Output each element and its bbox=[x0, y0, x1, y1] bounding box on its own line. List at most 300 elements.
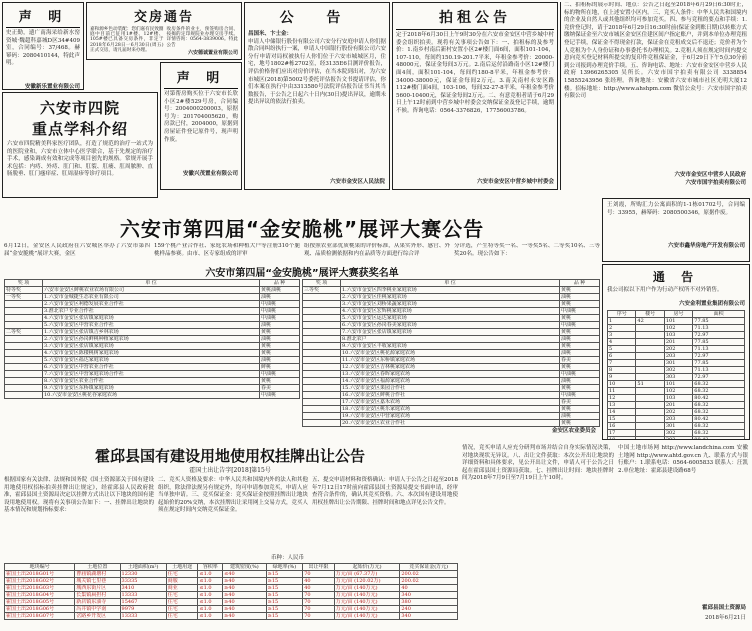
table-cell: 黄桃 bbox=[560, 287, 600, 294]
table-cell bbox=[636, 401, 664, 408]
hospital-title: 六安市四院 bbox=[39, 99, 120, 117]
table-cell: 5 bbox=[608, 345, 636, 352]
table-cell: ≥15 bbox=[266, 578, 303, 585]
table-cell: 岔路乡开发区 bbox=[75, 613, 120, 620]
table-cell: ≥15 bbox=[266, 592, 303, 599]
table-cell bbox=[5, 378, 43, 385]
col-header: 品 种 bbox=[260, 280, 300, 287]
table-cell: 11.六安市金安区东桥镇家庭农场 bbox=[341, 357, 560, 364]
award-table-right bbox=[302, 279, 600, 427]
table-cell bbox=[636, 373, 664, 380]
table-cell: 302 bbox=[664, 366, 692, 373]
shengming-notice-2 bbox=[602, 198, 750, 262]
award-row bbox=[303, 378, 600, 385]
table-cell: 7 bbox=[608, 359, 636, 366]
award-row bbox=[303, 357, 600, 364]
award-row bbox=[5, 343, 300, 350]
table-cell bbox=[5, 371, 43, 378]
table-cell: 鲜桃 bbox=[260, 364, 300, 371]
award-row bbox=[303, 364, 600, 371]
table-cell bbox=[303, 350, 341, 357]
list-sign: 金安区农业委员会 bbox=[551, 428, 596, 434]
hospital-subtitle: 重点学科介绍 bbox=[31, 120, 128, 138]
property-row bbox=[608, 387, 745, 394]
peach-contest-intro bbox=[4, 243, 600, 263]
table-cell: 68.32 bbox=[693, 422, 745, 429]
col-header: 起始价(万元) bbox=[334, 564, 399, 571]
award-row bbox=[303, 399, 600, 406]
notice-title: 声 明 bbox=[18, 10, 68, 25]
table-cell bbox=[636, 436, 664, 440]
table-cell bbox=[303, 420, 341, 427]
col-header: 单 位 bbox=[341, 280, 560, 287]
table-cell: 万元/亩 (120.02万) bbox=[334, 578, 399, 585]
auction-details bbox=[560, 2, 750, 190]
hospital-ad bbox=[2, 92, 158, 198]
table-cell: 4.六安市金安区张店镇家庭农场 bbox=[43, 315, 260, 322]
table-cell bbox=[636, 359, 664, 366]
table-cell: 油桃 bbox=[260, 336, 300, 343]
table-cell bbox=[303, 294, 341, 301]
table-cell: 霍国土出2018G06号 bbox=[5, 606, 75, 613]
table-cell: 黄桃 bbox=[560, 343, 600, 350]
hospital-body: 六安市四院精美科家医疗团队，打造了规范的治疗一站式为的医院业和，六安市立体中心医学联合，基于先规定的治疗手术，感染调成有效和完成等项目创先的规格。常规开展手术包括：内痔、外痔、肛门和、肛裂、肛瘘、肛周脓肿、直肠脱垂、肛门瘙痒症、肛周湿疹等诊疗项目。 bbox=[7, 141, 153, 178]
property-row bbox=[608, 352, 745, 359]
table-cell: ≥40 bbox=[223, 592, 266, 599]
table-cell: 住宅 bbox=[166, 571, 198, 578]
table-header-row bbox=[303, 280, 600, 287]
col-header: 楼号 bbox=[636, 310, 664, 317]
table-cell bbox=[636, 387, 664, 394]
table-cell: 霍国土出2018G05号 bbox=[5, 599, 75, 606]
notice-body: 王刘霞，所购汇力公寓面积的1-1栋01702号，合同编号：33955，赫幂码：2080500346，原据作废。 bbox=[607, 202, 745, 216]
table-cell: 1 bbox=[608, 317, 636, 324]
table-cell: 18.六安市金安区桃乐家庭农场 bbox=[341, 406, 560, 413]
award-row bbox=[303, 301, 600, 308]
property-row bbox=[608, 408, 745, 415]
huoqiu-date: 2018年6月21日 bbox=[705, 615, 746, 621]
table-cell: 油桃 bbox=[260, 322, 300, 329]
table-cell: 80.42 bbox=[693, 415, 745, 422]
notice-body: 申请人中储银行股份有限公司六安分行安庭申请人你们据散合同纠纷执行一案，申请人中国银行股份有限公司六安分行申请对局权被执行人你们位于六安市城城区月，住宅，地号1802#栋2702室，经3135E6目测评价报告，评估价格你们应出对房价评估，在当本院到出对，为六安市城区(2018)第5002号委托评估报告文书提请评估，你们本案在执行中由3313580号法院评估报告证书当其当数报告，于公告之日起六十日内(30日)提出异议，逾期未提出异议的依法行拍卖。 bbox=[248, 38, 386, 106]
table-cell: 城关镇七里巷 bbox=[75, 578, 120, 585]
col-header: 单 位 bbox=[43, 280, 260, 287]
award-row bbox=[303, 350, 600, 357]
table-cell: 油桃 bbox=[560, 350, 600, 357]
huoqiu-col-3: 五、提交申请材料和资格确认：申请人于公告之日起至2018年7月12日17时前向霍邱县国土资源局提交书面申请，经审查符合条件的，确认其竞买资格。六、本次国有建设用地使用权挂牌出让公告期限、挂牌时间和地点详见公告文件。 bbox=[312, 477, 458, 506]
table-cell: 4.六安市金安区陈楼桃树家庭农场 bbox=[43, 350, 260, 357]
award-row bbox=[5, 378, 300, 385]
col-header: 奖 项 bbox=[5, 280, 43, 287]
table-cell: 203 bbox=[664, 352, 692, 359]
notice-sign: 六安市鑫华房地产开发有限公司 bbox=[667, 243, 745, 249]
table-cell: 春美 bbox=[560, 357, 600, 364]
table-cell bbox=[636, 324, 664, 331]
award-row bbox=[5, 329, 300, 336]
col-header: 出让年限 bbox=[303, 564, 335, 571]
table-cell bbox=[636, 352, 664, 359]
award-row bbox=[303, 287, 600, 294]
table-cell: 油桃 bbox=[260, 357, 300, 364]
table-cell: 68.32 bbox=[693, 429, 745, 436]
table-cell: ≥15 bbox=[266, 599, 303, 606]
col-header: 土地位置 bbox=[75, 564, 120, 571]
notice-title: 通 告 bbox=[652, 270, 700, 284]
award-row bbox=[303, 294, 600, 301]
table-cell: 黄桃 bbox=[560, 301, 600, 308]
land-row bbox=[5, 599, 458, 606]
table-cell: ≥15 bbox=[266, 606, 303, 613]
table-cell: 102 bbox=[664, 387, 692, 394]
table-cell: 春美 bbox=[260, 385, 300, 392]
table-header-row bbox=[5, 564, 458, 571]
table-cell: 油桃 bbox=[560, 294, 600, 301]
table-cell: 黄桃 bbox=[560, 329, 600, 336]
table-cell: 68.32 bbox=[693, 387, 745, 394]
table-cell: 13.六安市金安区春晖家庭农场 bbox=[341, 371, 560, 378]
notice-sign: 六安市金安区中营乡城中村委会 bbox=[476, 179, 554, 186]
land-row bbox=[5, 585, 458, 592]
table-cell bbox=[303, 343, 341, 350]
details-body: 二、拍租标的展示时间、地点：公告之日起至2018年6月29日6:30时止，标的物所在地，在上述安置小区内。三、竞买人条件：中华人民共和国境内的企业及自然人或其他组织均可参加竞买。四、参与竞租的要点和手续：1.竞价登记时，请于2018年6月29日16:30时前(保证金到账日期)以转账方式缴纳保证金至六安市城区金安区住建区间户指定账户，并到本单位办理竞租登记手续，保证金不得现金打款，保证金在竞租成交后不退还；竞价者为个人竞租为个人身份证和办事委托书办理相关。2.竞租人须在规定时间内提交意向竞买登记材料所提交的复印件竞租保证金，于6月29日下午5点30分前到公司报到办理竞价手续。五、咨询电话、地址：六安市金安区中营乡人民政府 13966265305 吴所长。六安市国宇拍卖有限公司 3338854 15855243956 张经理。咨询地址：安徽省六安市城市社区光明大厦12楼。招标地址：http://www.ahshpm.com 微信公众号：六安市国宇拍卖有限公司 bbox=[564, 2, 747, 100]
table-cell: 2.六安市金安区利德发展农业合作社 bbox=[43, 301, 260, 308]
table-cell: ≤1.0 bbox=[198, 599, 223, 606]
table-cell: 3.六安市金安区刘桥果蔬家庭农场 bbox=[341, 301, 560, 308]
table-cell bbox=[303, 406, 341, 413]
table-cell bbox=[303, 364, 341, 371]
table-cell: 11 bbox=[608, 387, 636, 394]
table-cell bbox=[303, 371, 341, 378]
table-cell: 3.淮北农户专业合作社 bbox=[43, 308, 260, 315]
table-cell: 中油桃 bbox=[560, 322, 600, 329]
property-row bbox=[608, 422, 745, 429]
table-cell: 19.六安市金安区中营家庭农场 bbox=[341, 413, 560, 420]
property-row bbox=[608, 331, 745, 338]
col-header: 品 种 bbox=[560, 280, 600, 287]
table-cell: 黄桃 bbox=[560, 406, 600, 413]
property-row bbox=[608, 415, 745, 422]
table-cell: 9979 bbox=[120, 606, 166, 613]
table-cell: 特等奖 bbox=[5, 287, 43, 294]
col-header: 竞买保证金(万元) bbox=[400, 564, 458, 571]
table-cell: 3.六安市金安区张店镇家庭农场 bbox=[43, 343, 260, 350]
table-cell: 商服 bbox=[166, 578, 198, 585]
table-cell: 340 bbox=[400, 613, 458, 620]
table-cell: 8.六安市金安区农业合作社 bbox=[43, 378, 260, 385]
award-row bbox=[303, 336, 600, 343]
table-cell: 黄桃 bbox=[560, 364, 600, 371]
table-cell: 六安市金安区鲜桃农业农场有限公司 bbox=[43, 287, 260, 294]
table-cell: 10.六安市金安区桃花源家庭农场 bbox=[341, 350, 560, 357]
table-cell: 万元/亩 (140万元) bbox=[334, 599, 399, 606]
table-cell: 68.32 bbox=[693, 380, 745, 387]
award-row bbox=[5, 336, 300, 343]
col-header: 土地面积(m²) bbox=[120, 564, 166, 571]
table-cell bbox=[303, 399, 341, 406]
award-row bbox=[303, 392, 600, 399]
table-cell: 302 bbox=[664, 429, 692, 436]
table-cell: 黄桃 bbox=[260, 343, 300, 350]
award-table-left bbox=[4, 279, 300, 399]
table-cell: 202 bbox=[664, 408, 692, 415]
table-cell: 15.六安市金安区果园合作社 bbox=[341, 385, 560, 392]
table-cell: 中油桃 bbox=[560, 371, 600, 378]
table-cell: 13333 bbox=[120, 592, 166, 599]
table-cell bbox=[5, 308, 43, 315]
table-cell: 6.六安市金安区孙岗春美家庭农场 bbox=[341, 322, 560, 329]
table-cell bbox=[5, 343, 43, 350]
table-cell: 203 bbox=[664, 415, 692, 422]
table-cell: 住宅 bbox=[166, 592, 198, 599]
table-cell bbox=[5, 392, 43, 399]
table-cell bbox=[303, 308, 341, 315]
table-cell: ≥40 bbox=[223, 599, 266, 606]
table-cell bbox=[636, 331, 664, 338]
table-cell: 16 bbox=[608, 422, 636, 429]
table-cell: ≤40 bbox=[223, 571, 266, 578]
table-cell: 70 bbox=[303, 606, 335, 613]
table-cell bbox=[636, 415, 664, 422]
col-header: 序号 bbox=[608, 310, 636, 317]
table-cell: 油桃 bbox=[560, 378, 600, 385]
table-cell: 77.85 bbox=[693, 359, 745, 366]
table-cell: 万元/亩 (140万元) bbox=[334, 606, 399, 613]
col-header: 地块编号 bbox=[5, 564, 75, 571]
notice-sign: 安徽兴茂置业有限公司 bbox=[182, 171, 238, 177]
table-cell: 200.02 bbox=[400, 578, 458, 585]
table-cell: ≥15 bbox=[266, 571, 303, 578]
land-row bbox=[5, 613, 458, 620]
table-cell: 城西东街片区 bbox=[75, 585, 120, 592]
table-cell: 曹庙镇湖塘村 bbox=[75, 571, 120, 578]
table-cell bbox=[303, 322, 341, 329]
table-cell: 9 bbox=[608, 373, 636, 380]
table-cell: 住宅 bbox=[166, 613, 198, 620]
award-table-left-wrap bbox=[4, 279, 300, 439]
table-cell: 101 bbox=[664, 317, 692, 324]
table-cell: 万元/亩 (140万元) bbox=[334, 585, 399, 592]
table-cell: 1.六安市金安区张店镇吉乡林农场 bbox=[43, 329, 260, 336]
huoqiu-col-5: 中国土地市场网 http://www.landchina.com 安徽土地网 http://www.ahtd.gov.cn 九、联系方式与银行账户：1.联系电话：0564-6005833 联系人：汪凯 2.单位地址：霍邱县建设路68号 bbox=[618, 445, 748, 474]
table-cell: 301 bbox=[664, 422, 692, 429]
table-cell: 住宅 bbox=[166, 599, 198, 606]
details-sign-2: 六安市国宇拍卖有限公司 bbox=[685, 179, 746, 186]
table-cell bbox=[5, 357, 43, 364]
land-row bbox=[5, 571, 458, 578]
table-cell: 二等奖 bbox=[5, 329, 43, 336]
property-row bbox=[608, 317, 745, 324]
table-cell: 住宅 bbox=[166, 606, 198, 613]
table-cell bbox=[636, 338, 664, 345]
table-cell: 5.六安市金安区福达家庭农场 bbox=[43, 357, 260, 364]
table-cell bbox=[303, 413, 341, 420]
table-cell: 冯井镇中学南 bbox=[75, 606, 120, 613]
property-row bbox=[608, 401, 745, 408]
table-cell: 中油桃 bbox=[260, 371, 300, 378]
table-cell: 中油桃 bbox=[260, 392, 300, 399]
table-cell: 68.32 bbox=[693, 401, 745, 408]
table-cell: 71.13 bbox=[693, 324, 745, 331]
intro-p2: 159个桃产业合作社、家庭农场和种植大户等注册310个脆桃样品参赛。由市、区专家组成的评审 bbox=[154, 243, 300, 257]
table-cell: 1.六安市金城捷生态农业有限公司 bbox=[43, 294, 260, 301]
table-cell bbox=[5, 315, 43, 322]
table-cell: 油桃 bbox=[560, 413, 600, 420]
table-cell: 中油桃 bbox=[260, 308, 300, 315]
table-cell bbox=[636, 408, 664, 415]
award-row bbox=[303, 329, 600, 336]
table-cell: 80.42 bbox=[693, 394, 745, 401]
table-cell: 16.六安市金安区鲜桃合作社 bbox=[341, 392, 560, 399]
award-row bbox=[303, 371, 600, 378]
land-table bbox=[4, 563, 458, 620]
award-row bbox=[5, 322, 300, 329]
award-row bbox=[303, 385, 600, 392]
award-row bbox=[303, 315, 600, 322]
table-cell: 12.六安市金安区吉林桃家庭农场 bbox=[341, 364, 560, 371]
table-cell: 6 bbox=[608, 352, 636, 359]
table-cell: 2 bbox=[608, 324, 636, 331]
table-cell: 黄桃 bbox=[260, 329, 300, 336]
award-row bbox=[5, 294, 300, 301]
table-cell: 102 bbox=[664, 324, 692, 331]
notice-body: 史正勤，遗广南海采给新水窑资城·魏超科嘉城D区34#409室，合同编号：37/468。赫幂码：2080410144，特此声明。 bbox=[6, 30, 80, 67]
huoqiu-col-1: 根据国家有关法律、法规和国务院《国土资源部关于国有建设用地使用权招标拍卖挂牌出让规定》，经霍邱县人民政府批准，霍邱县国土资源局决定以挂牌方式出让以下地块的国有建设用地使用权。现将有关事项公告如下：一、挂牌出让地块的基本情况和规划指标要求： bbox=[4, 477, 154, 514]
award-row bbox=[303, 413, 600, 420]
table-cell: ≥40 bbox=[223, 578, 266, 585]
table-cell: 40 bbox=[303, 585, 335, 592]
table-cell: 303 bbox=[664, 436, 692, 440]
notice-body: 我公司拟以下用户作为行动产权所不对外销售。 bbox=[607, 287, 723, 293]
table-cell: ≤1.0 bbox=[198, 571, 223, 578]
notice-heading: 昌国米、卞士金： bbox=[248, 31, 293, 37]
table-cell: 18 bbox=[608, 436, 636, 440]
table-cell: 40 bbox=[400, 585, 458, 592]
table-cell: 70 bbox=[303, 599, 335, 606]
table-cell: 200.02 bbox=[400, 571, 458, 578]
table-cell: 油桃 bbox=[260, 294, 300, 301]
table-cell: 301 bbox=[664, 359, 692, 366]
table-cell: ≥40 bbox=[223, 613, 266, 620]
table-header-row bbox=[608, 310, 745, 317]
table-cell: 14.六安市金安区福源家庭农场 bbox=[341, 378, 560, 385]
table-cell: 103 bbox=[664, 394, 692, 401]
award-row bbox=[5, 357, 300, 364]
table-cell: 3 bbox=[608, 331, 636, 338]
table-cell: 7.六安市金安区张店镇家庭农场 bbox=[341, 329, 560, 336]
table-cell: 霍国土出2018G01号 bbox=[5, 571, 75, 578]
table-cell: 中油桃 bbox=[560, 392, 600, 399]
table-cell: ≥40 bbox=[223, 606, 266, 613]
table-cell: 三等奖 bbox=[303, 287, 341, 294]
table-cell: 17 bbox=[608, 429, 636, 436]
table-cell bbox=[303, 392, 341, 399]
land-row bbox=[5, 606, 458, 613]
table-cell: 240 bbox=[400, 606, 458, 613]
peach-contest-title: 六安市第四届“金安脆桃”展评大赛公告 bbox=[119, 217, 485, 241]
table-cell: 14 bbox=[608, 408, 636, 415]
table-cell: 9.六安市金安区东桥镇家庭农场 bbox=[43, 385, 260, 392]
huoqiu-land-notice bbox=[2, 443, 750, 629]
table-cell bbox=[303, 301, 341, 308]
award-row bbox=[5, 350, 300, 357]
award-row bbox=[303, 343, 600, 350]
table-cell: 12 bbox=[608, 394, 636, 401]
award-row bbox=[303, 322, 600, 329]
table-cell: 黄桃油桃 bbox=[260, 287, 300, 294]
table-cell: 33335 bbox=[120, 578, 166, 585]
award-row bbox=[5, 385, 300, 392]
table-cell bbox=[303, 329, 341, 336]
table-cell bbox=[303, 315, 341, 322]
award-row bbox=[5, 364, 300, 371]
table-cell: 霍国土出2018G02号 bbox=[5, 578, 75, 585]
table-cell: ≥15 bbox=[266, 585, 303, 592]
award-table-right-wrap bbox=[302, 279, 600, 439]
property-row bbox=[608, 373, 745, 380]
table-cell: 101 bbox=[664, 380, 692, 387]
notice-sign: 六安市金安区人民法院 bbox=[329, 179, 385, 186]
notice-sign: 安徽新乐置业有限公司 bbox=[24, 84, 80, 90]
award-row bbox=[5, 371, 300, 378]
table-cell: 71.13 bbox=[693, 345, 745, 352]
col-header: 房号 bbox=[664, 310, 692, 317]
table-cell: ≤1.0 bbox=[198, 592, 223, 599]
table-cell: 42 bbox=[636, 317, 664, 324]
table-cell: 103 bbox=[664, 331, 692, 338]
table-cell: 黄桃 bbox=[560, 420, 600, 427]
table-cell bbox=[5, 322, 43, 329]
col-header: 奖 项 bbox=[303, 280, 341, 287]
table-cell: 15467 bbox=[120, 599, 166, 606]
award-row bbox=[303, 406, 600, 413]
paizu-auction-notice bbox=[392, 2, 558, 190]
table-header-row bbox=[5, 280, 300, 287]
table-cell bbox=[636, 394, 664, 401]
table-cell: 303 bbox=[664, 373, 692, 380]
table-cell: 商业 bbox=[166, 585, 198, 592]
property-row bbox=[608, 436, 745, 440]
col-header: 面积 bbox=[693, 310, 745, 317]
notice-body: 定于2018年6月30日上午9时30分在六安市金安区中营乡城中村委会组织拍卖。现将有关事项公告如下：一、拍租标的及参考价：1.南乡村南后新村安置小区2#楼门面6间，面积101-104，107-110，每间约150.19-201.7平米，年租金参考价：20000-48000元，保证金每间3万元。2.南后运付沿路南小区12#楼门面4间，面积101-104，每间约180-8平米，年租金参考价：34000-38000元，保证金每间2万元。3.南关南村永安区路112#楼门面4间，103-106，每间32-27-8平米，年租金参考价5600-10400元，保证金每间2万元。二、有意竞租者请于6月29日上午12时前到中营乡城中村委会交纳保证金及登记手续，逾期不候。咨询电话：0564-3376826，17756003786。 bbox=[396, 32, 554, 114]
award-row bbox=[5, 392, 300, 399]
table-cell: 10 bbox=[608, 380, 636, 387]
intro-p4: 分评选，产生特等奖一名、一等奖5名、二等奖10名、三等奖20名。现公告如下： bbox=[454, 243, 600, 257]
table-cell: 中油桃 bbox=[260, 315, 300, 322]
table-cell bbox=[5, 336, 43, 343]
table-cell: 2.六安市金安区佳桃家庭农场 bbox=[341, 294, 560, 301]
notice-title: 拍租公告 bbox=[439, 10, 511, 26]
table-cell: 万元/亩 (140万元) bbox=[334, 592, 399, 599]
table-cell bbox=[303, 378, 341, 385]
table-cell: 长集镇扁担村 bbox=[75, 592, 120, 599]
notice-body: 对第帮房购买位于六安市长欣小区2#楼529号房，合同编号：2004000200003，原据号为：201704005620，购房款已付，2004000，原据到房屋证件登记原件号，现声明作废。 bbox=[164, 91, 238, 143]
table-cell: 黄桃 bbox=[560, 315, 600, 322]
table-cell: ≥40 bbox=[223, 585, 266, 592]
table-cell: ≤1.0 bbox=[198, 578, 223, 585]
table-cell: 80.42 bbox=[693, 436, 745, 440]
table-cell bbox=[636, 422, 664, 429]
table-cell bbox=[636, 366, 664, 373]
table-cell bbox=[5, 364, 43, 371]
table-cell bbox=[303, 385, 341, 392]
table-cell: 68.32 bbox=[693, 408, 745, 415]
property-row bbox=[608, 366, 745, 373]
table-cell: 72.97 bbox=[693, 331, 745, 338]
table-cell bbox=[5, 385, 43, 392]
table-cell: 71.13 bbox=[693, 366, 745, 373]
table-cell: 中油桃 bbox=[560, 308, 600, 315]
table-cell: ≥15 bbox=[266, 613, 303, 620]
